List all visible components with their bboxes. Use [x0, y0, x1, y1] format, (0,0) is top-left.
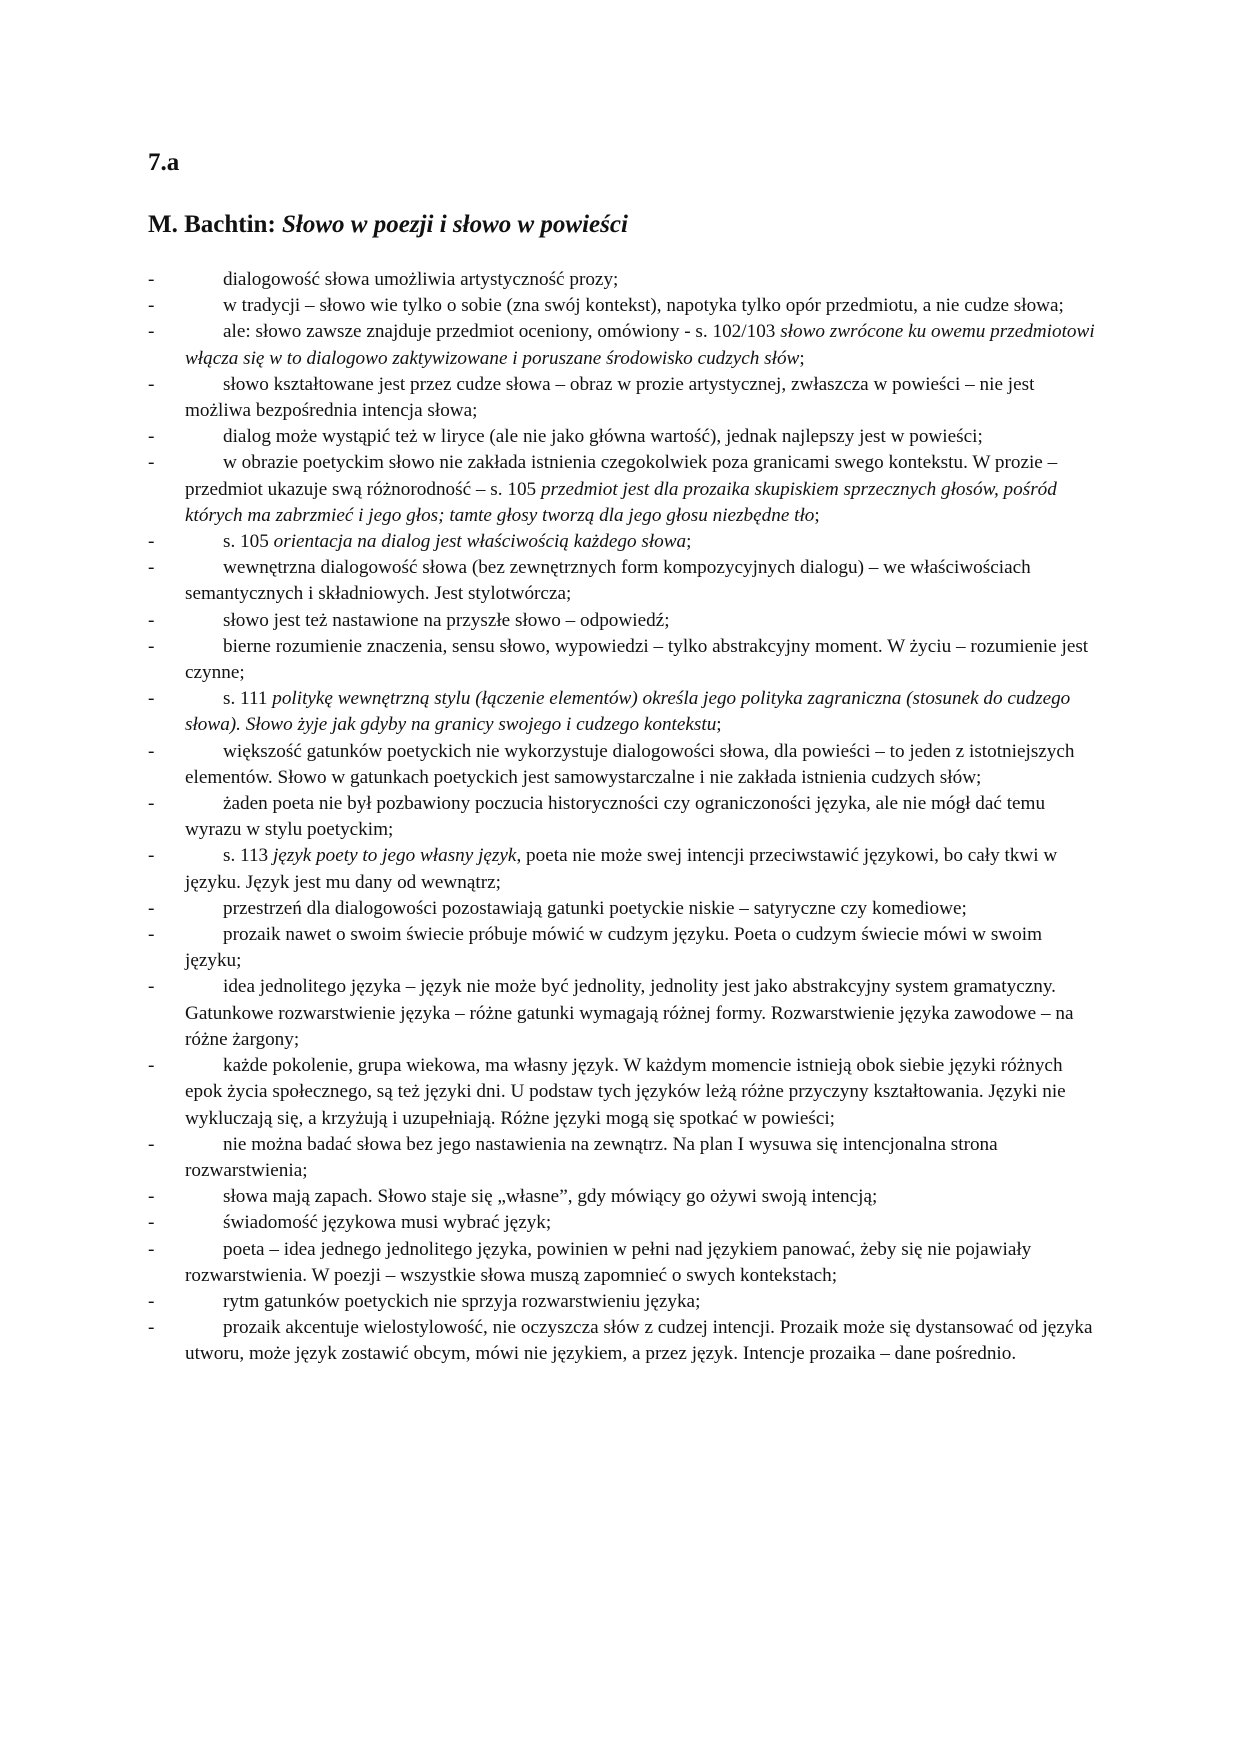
list-item: [0, 686, 1095, 738]
item-text: prozaik akcentuje wielostylowość, nie oczyszcza słów z cudzej intencji. Prozaik może się dystansować od języka utworu, może język zostawić obcym, mówi nie językiem, a przez język. Intencje prozaika – dane pośrednio.: [185, 1317, 1093, 1365]
list-item: [0, 922, 1095, 974]
item-text: s. 111: [223, 688, 273, 710]
list-item: [0, 739, 1095, 791]
item-text: większość gatunków poetyckich nie wykorzystuje dialogowości słowa, dla powieści – to jeden z istotniejszych elementów. Słowo w gatunkach poetyckich jest samowystarczalne i nie zakłada istnienia cudzych słów;: [185, 740, 1075, 788]
list-dash: -: [148, 845, 155, 867]
list-dash: -: [148, 740, 155, 762]
list-item: [0, 319, 1095, 371]
list-dash: -: [148, 373, 155, 395]
list-item: [0, 1053, 1095, 1132]
list-dash: -: [148, 1238, 155, 1260]
quote-text: język poety to jego własny język: [272, 845, 517, 867]
item-text: dialog może wystąpić też w liryce (ale nie jako główna wartość), jednak najlepszy jest w powieści;: [223, 426, 983, 448]
list-dash: -: [148, 1186, 155, 1208]
item-text: dialogowość słowa umożliwia artystyczność prozy;: [223, 269, 619, 290]
list-item: [0, 555, 1095, 607]
item-text: bierne rozumienie znaczenia, sensu słowo, wypowiedzi – tylko abstrakcyjny moment. W życiu – rozumienie jest czynne;: [185, 635, 1089, 684]
list-dash: -: [148, 531, 155, 553]
list-dash: -: [148, 609, 155, 631]
list-item: [0, 1289, 1095, 1315]
item-text: słowo kształtowane jest przez cudze słowa – obraz w prozie artystycznej, zwłaszcza w powieści – nie jest możliwa bezpośrednia intencja słowa;: [185, 373, 1035, 422]
item-text: w obrazie poetyckim słowo nie zakłada istnienia czegokolwiek poza granicami swego kontekstu. W prozie – przedmiot ukazuje swą różnorodność – s. 105: [185, 452, 1058, 500]
item-text: przestrzeń dla dialogowości pozostawiają gatunki poetyckie niskie – satyryczne czy komediowe;: [223, 897, 967, 919]
item-text: ;: [799, 347, 805, 369]
list-dash: -: [148, 557, 155, 579]
document-title: [148, 209, 628, 241]
item-text: każde pokolenie, grupa wiekowa, ma własny język. W każdym momencie istnieją obok siebie języki różnych epok życia społecznego, są też języki dni. U podstaw tych języków leżą różne przyczyny kształtowania. Języki nie wykluczają się, a krzyżują i uzupełniają. Różne języki mogą się spotkać w powieści;: [185, 1055, 1066, 1129]
list-dash: -: [148, 1055, 155, 1077]
item-text: słowa mają zapach. Słowo staje się „własne”, gdy mówiący go ożywi swoją intencją;: [223, 1186, 878, 1208]
list-item: [0, 267, 1095, 293]
list-dash: -: [148, 976, 155, 998]
list-item: [0, 608, 1095, 634]
item-text: s. 105: [223, 531, 274, 553]
item-text: prozaik nawet o swoim świecie próbuje mówić w cudzym języku. Poeta o cudzym świecie mówi w swoim języku;: [185, 924, 1043, 972]
list-dash: -: [148, 897, 155, 919]
list-dash: -: [148, 688, 155, 710]
title-author: M. Bachtin:: [148, 211, 283, 238]
section-number: 7.a: [148, 149, 180, 176]
item-text: słowo jest też nastawione na przyszłe słowo – odpowiedź;: [223, 609, 670, 631]
list-dash: -: [148, 793, 155, 815]
list-item: [0, 450, 1095, 529]
list-dash: -: [148, 269, 155, 290]
list-item: [0, 1132, 1095, 1184]
list-item: [0, 372, 1095, 424]
list-dash: -: [148, 452, 155, 474]
list-dash: -: [148, 1317, 155, 1339]
list-item: [0, 974, 1095, 1053]
list-dash: -: [148, 321, 155, 343]
item-text: w tradycji – słowo wie tylko o sobie (zna swój kontekst), napotyka tylko opór przedmiotu, a nie cudze słowa;: [223, 295, 1064, 317]
note-list: [0, 267, 1240, 1368]
list-dash: -: [148, 426, 155, 448]
list-item: [0, 843, 1095, 895]
item-text: ale: słowo zawsze znajduje przedmiot oceniony, omówiony - s. 102/103: [223, 321, 781, 343]
item-text: idea jednolitego języka – język nie może być jednolity, jednolity jest jako abstrakcyjny system gramatyczny. Gatunkowe rozwarstwienie języka – różne gatunki wymagają różnej formy. Rozwarstwienie języka zawodowe – na różne żargony;: [185, 976, 1074, 1050]
item-text: s. 113: [223, 845, 273, 867]
item-text: żaden poeta nie był pozbawiony poczucia historyczności czy ograniczoności języka, ale nie mógł dać temu wyrazu w stylu poetyckim;: [185, 793, 1046, 841]
list-item: [0, 791, 1095, 843]
list-item: [0, 1315, 1095, 1367]
list-dash: -: [148, 295, 155, 317]
list-item: [0, 529, 1095, 555]
list-item: [0, 424, 1095, 450]
item-text: ;: [686, 531, 692, 553]
list-dash: -: [148, 1290, 155, 1312]
item-text: ;: [716, 714, 722, 736]
title-work: Słowo w poezji i słowo w powieści: [282, 211, 628, 238]
list-item: [0, 896, 1095, 922]
quote-text: politykę wewnętrzną stylu (łączenie elementów) określa jego polityka zagraniczna (stosunek do cudzego słowa). Słowo żyje jak gdyby na granicy swojego i cudzego kontekstu: [185, 688, 1071, 736]
item-text: świadomość językowa musi wybrać język;: [223, 1212, 552, 1234]
list-dash: -: [148, 1133, 155, 1155]
item-text: rytm gatunków poetyckich nie sprzyja rozwarstwieniu języka;: [223, 1290, 701, 1312]
list-item: [0, 1184, 1095, 1210]
quote-text: orientacja na dialog jest właściwością każdego słowa: [273, 531, 687, 553]
list-item: [0, 1237, 1095, 1289]
item-text: nie można badać słowa bez jego nastawienia na zewnątrz. Na plan I wysuwa się intencjonalna strona rozwarstwienia;: [185, 1133, 998, 1181]
quote-text: przedmiot jest dla prozaika skupiskiem sprzecznych głosów, pośród których ma zabrzmieć i jego głos; tamte głosy tworzą dla jego głosu niezbędne tło: [185, 478, 1057, 526]
list-item: [0, 1210, 1095, 1236]
list-dash: -: [148, 635, 155, 657]
list-dash: -: [148, 924, 155, 946]
quote-text: słowo zwrócone ku owemu przedmiotowi włącza się w to dialogowo zaktywizowane i poruszane środowisko cudzych słów: [185, 321, 1095, 369]
item-text: , poeta nie może swej intencji przeciwstawić językowi, bo cały tkwi w języku. Język jest mu dany od wewnątrz;: [185, 845, 1058, 893]
list-item: [0, 634, 1095, 686]
list-dash: -: [148, 1212, 155, 1234]
item-text: ;: [814, 504, 820, 526]
item-text: poeta – idea jednego jednolitego języka, powinien w pełni nad językiem panować, żeby się nie pojawiały rozwarstwienia. W poezji – wszystkie słowa muszą zapomnieć o swych kontekstach;: [185, 1238, 1032, 1286]
item-text: wewnętrzna dialogowość słowa (bez zewnętrznych form kompozycyjnych dialogu) – we właściwościach semantycznych i składniowych. Jest stylotwórcza;: [185, 557, 1031, 605]
list-item: [0, 293, 1095, 319]
